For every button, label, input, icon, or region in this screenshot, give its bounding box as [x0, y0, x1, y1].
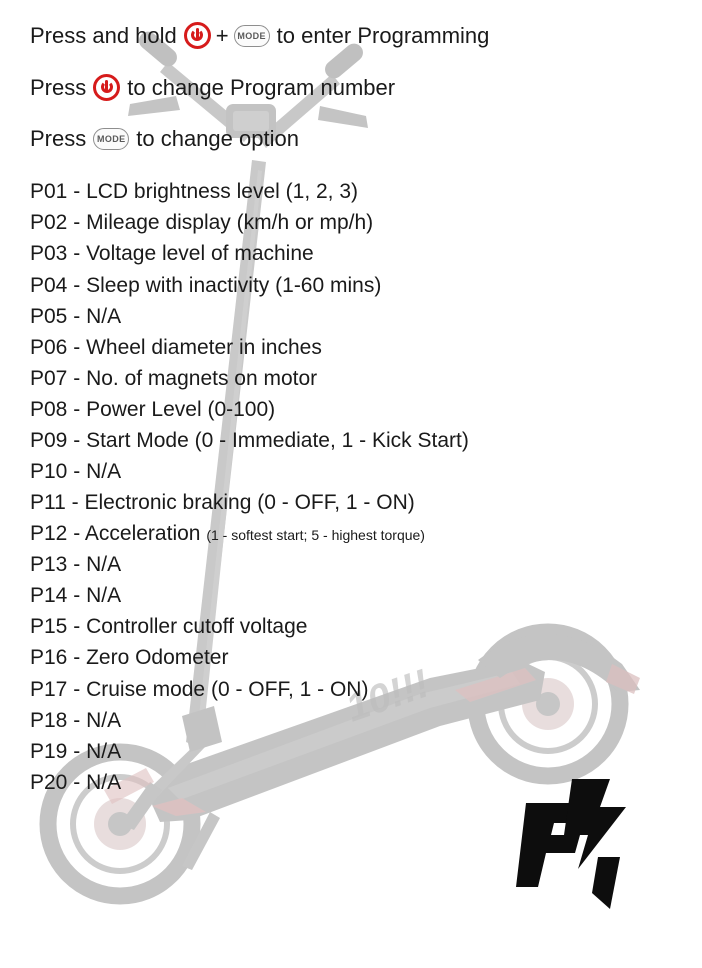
- program-separator: -: [73, 397, 81, 421]
- program-desc: Controller cutoff voltage: [86, 615, 308, 639]
- list-item: [30, 736, 702, 767]
- program-code: P15: [30, 615, 68, 639]
- program-separator: -: [73, 770, 81, 794]
- program-separator: -: [71, 491, 79, 515]
- program-desc: Voltage level of machine: [86, 242, 314, 266]
- program-code: P03: [30, 242, 68, 266]
- program-code: P19: [30, 739, 68, 763]
- program-code: P20: [30, 770, 68, 794]
- program-desc: N/A: [86, 584, 122, 608]
- program-separator: -: [73, 615, 81, 639]
- program-desc: LCD brightness level (1, 2, 3): [86, 180, 359, 204]
- list-item: [30, 425, 702, 456]
- instruction-1-after: to enter Programming: [276, 22, 490, 48]
- program-separator: -: [73, 180, 81, 204]
- list-item: [30, 674, 702, 705]
- program-desc: Electronic braking (0 - OFF, 1 - ON): [84, 491, 415, 515]
- program-separator: -: [73, 677, 81, 701]
- program-separator: -: [73, 211, 81, 235]
- program-code: P11: [30, 491, 66, 515]
- program-code: P01: [30, 180, 68, 204]
- program-code: P16: [30, 646, 68, 670]
- program-separator: -: [73, 739, 81, 763]
- list-item: [30, 176, 702, 207]
- mode-icon: MODE: [234, 25, 270, 47]
- program-desc: N/A: [86, 770, 122, 794]
- instruction-2-before: Press: [30, 74, 87, 100]
- instruction-change-program-number: [30, 74, 702, 101]
- program-desc: Acceleration: [84, 522, 201, 546]
- program-separator: -: [73, 553, 81, 577]
- power-icon: [93, 74, 120, 101]
- program-desc: No. of magnets on motor: [86, 366, 318, 390]
- program-separator: -: [73, 242, 81, 266]
- program-code: P07: [30, 366, 68, 390]
- list-item: [30, 642, 702, 673]
- svg-text:10!!!: 10!!!: [340, 661, 435, 731]
- program-code: P14: [30, 584, 68, 608]
- instruction-3-before: Press: [30, 126, 87, 151]
- program-code: P12: [30, 522, 68, 546]
- program-desc: Mileage display (km/h or mp/h): [86, 211, 374, 235]
- list-item: [30, 238, 702, 269]
- program-separator: -: [73, 460, 81, 483]
- list-item: [30, 611, 702, 642]
- program-code: P09: [30, 428, 68, 452]
- program-code: P02: [30, 211, 68, 235]
- program-list: [30, 176, 702, 798]
- program-code: P17: [30, 677, 68, 701]
- list-item: [30, 207, 702, 238]
- program-code: P08: [30, 397, 68, 421]
- instruction-enter-programming: [30, 22, 702, 49]
- program-separator: -: [73, 366, 81, 390]
- program-desc: N/A: [86, 304, 122, 328]
- program-desc: Cruise mode (0 - OFF, 1 - ON): [86, 677, 369, 701]
- program-code: P13: [30, 553, 68, 577]
- program-separator: -: [73, 646, 81, 670]
- list-item: [30, 518, 702, 549]
- program-desc: N/A: [86, 739, 122, 763]
- instruction-3-after: to change option: [136, 126, 299, 151]
- list-item: [30, 301, 702, 332]
- program-separator: -: [73, 522, 81, 546]
- list-item: [30, 705, 702, 736]
- program-separator: -: [73, 428, 81, 452]
- list-item: [30, 456, 702, 487]
- program-desc: N/A: [86, 553, 122, 577]
- program-desc: Sleep with inactivity (1-60 mins): [86, 273, 382, 297]
- program-note: (1 - softest start; 5 - highest torque): [206, 527, 425, 544]
- mode-icon: MODE: [93, 128, 129, 150]
- program-code: P06: [30, 335, 68, 359]
- list-item: [30, 394, 702, 425]
- program-separator: -: [73, 584, 81, 608]
- program-separator: -: [73, 335, 81, 359]
- program-desc: Wheel diameter in inches: [86, 335, 322, 359]
- power-icon: [184, 22, 211, 49]
- program-code: P04: [30, 273, 68, 297]
- program-desc: Power Level (0-100): [86, 397, 276, 421]
- list-item: [30, 580, 702, 611]
- program-separator: -: [73, 304, 81, 328]
- list-item: [30, 332, 702, 363]
- program-code: P18: [30, 708, 68, 732]
- instruction-2-after: to change Program number: [127, 74, 396, 100]
- plus-symbol: +: [215, 22, 229, 48]
- program-separator: -: [73, 708, 81, 732]
- program-separator: -: [73, 273, 81, 297]
- fst-logo: [514, 773, 634, 913]
- list-item: [30, 270, 702, 301]
- list-item: [30, 363, 702, 394]
- list-item: [30, 487, 702, 518]
- instruction-change-option: [30, 126, 702, 151]
- program-desc: N/A: [86, 708, 122, 732]
- program-desc: N/A: [86, 460, 122, 483]
- program-desc: Start Mode (0 - Immediate, 1 - Kick Start): [86, 428, 469, 452]
- instruction-1-before: Press and hold: [30, 22, 177, 48]
- program-code: P05: [30, 304, 68, 328]
- program-code: P10: [30, 460, 68, 483]
- program-desc: Zero Odometer: [86, 646, 229, 670]
- list-item: [30, 549, 702, 580]
